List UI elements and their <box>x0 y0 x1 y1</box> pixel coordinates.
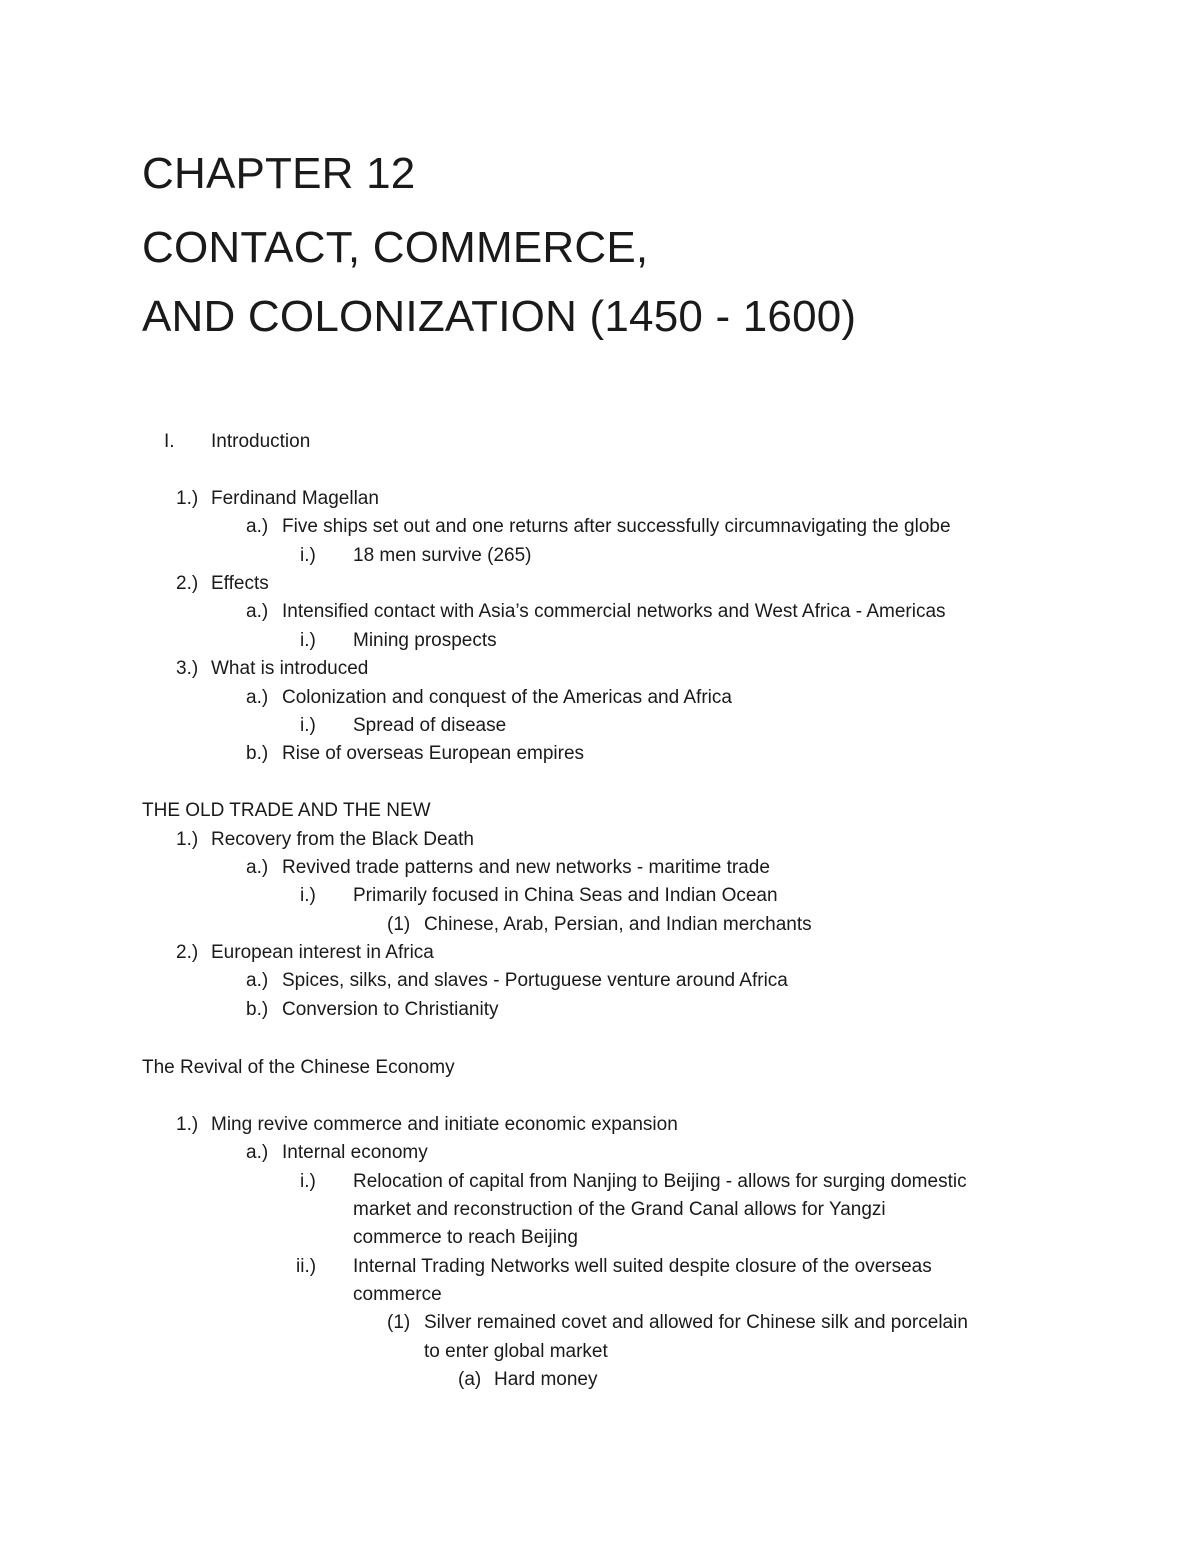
list-marker: 2.) <box>176 573 199 594</box>
chapter-title-line-2: AND COLONIZATION (1450 - 1600) <box>142 292 857 341</box>
list-item-continuation: market and reconstruction of the Grand Canal allows for Yangzi <box>353 1199 886 1220</box>
chapter-title-line-1: CONTACT, COMMERCE, <box>142 223 649 272</box>
section-heading-chinese-economy: The Revival of the Chinese Economy <box>142 1057 455 1078</box>
list-item: Rise of overseas European empires <box>282 743 585 764</box>
list-item: Recovery from the Black Death <box>211 829 474 850</box>
list-item-continuation: commerce <box>353 1284 442 1305</box>
list-marker: a.) <box>246 970 269 991</box>
list-marker: i.) <box>300 630 316 651</box>
chapter-number: CHAPTER 12 <box>142 149 416 198</box>
list-marker: (a) <box>458 1369 482 1390</box>
roman-numeral-marker: I. <box>164 431 175 452</box>
list-item-continuation: commerce to reach Beijing <box>353 1227 578 1248</box>
list-marker: i.) <box>300 1171 316 1192</box>
list-marker: (1) <box>387 914 411 935</box>
list-item: Revived trade patterns and new networks - maritime trade <box>282 857 770 878</box>
list-item: Ferdinand Magellan <box>211 488 379 509</box>
list-item: Colonization and conquest of the Americas and Africa <box>282 687 732 708</box>
list-item: Ming revive commerce and initiate economic expansion <box>211 1114 678 1135</box>
list-marker: (1) <box>387 1312 411 1333</box>
list-marker: 2.) <box>176 942 199 963</box>
list-item: What is introduced <box>211 658 369 679</box>
list-marker: a.) <box>246 516 269 537</box>
list-item-continuation: to enter global market <box>424 1341 608 1362</box>
list-item: Spread of disease <box>353 715 507 736</box>
list-marker: a.) <box>246 857 269 878</box>
list-item: Internal Trading Networks well suited despite closure of the overseas <box>353 1256 932 1277</box>
list-marker: i.) <box>300 715 316 736</box>
list-item: Intensified contact with Asia’s commercial networks and West Africa - Americas <box>282 601 946 622</box>
list-marker: 1.) <box>176 1114 199 1135</box>
list-item: Hard money <box>494 1369 598 1390</box>
list-item: Relocation of capital from Nanjing to Beijing - allows for surging domestic <box>353 1171 967 1192</box>
list-item: Chinese, Arab, Persian, and Indian merchants <box>424 914 812 935</box>
list-marker: 3.) <box>176 658 199 679</box>
list-marker: i.) <box>300 885 316 906</box>
list-marker: a.) <box>246 1142 269 1163</box>
list-item: 18 men survive (265) <box>353 545 532 566</box>
list-item: Conversion to Christianity <box>282 999 499 1020</box>
list-item: Primarily focused in China Seas and Indian Ocean <box>353 885 778 906</box>
list-item: Internal economy <box>282 1142 428 1163</box>
list-marker: 1.) <box>176 488 199 509</box>
list-item: European interest in Africa <box>211 942 434 963</box>
section-heading-old-trade: THE OLD TRADE AND THE NEW <box>142 800 431 821</box>
list-marker: b.) <box>246 999 269 1020</box>
list-item: Mining prospects <box>353 630 497 651</box>
list-marker: 1.) <box>176 829 199 850</box>
list-item: Effects <box>211 573 269 594</box>
list-item: Spices, silks, and slaves - Portuguese venture around Africa <box>282 970 788 991</box>
list-marker: a.) <box>246 601 269 622</box>
list-item: Five ships set out and one returns after successfully circumnavigating the globe <box>282 516 951 537</box>
list-marker: b.) <box>246 743 269 764</box>
list-marker: i.) <box>300 545 316 566</box>
section-heading-introduction: Introduction <box>211 431 311 452</box>
list-marker: a.) <box>246 687 269 708</box>
list-marker: ii.) <box>296 1256 317 1277</box>
list-item: Silver remained covet and allowed for Chinese silk and porcelain <box>424 1312 968 1333</box>
